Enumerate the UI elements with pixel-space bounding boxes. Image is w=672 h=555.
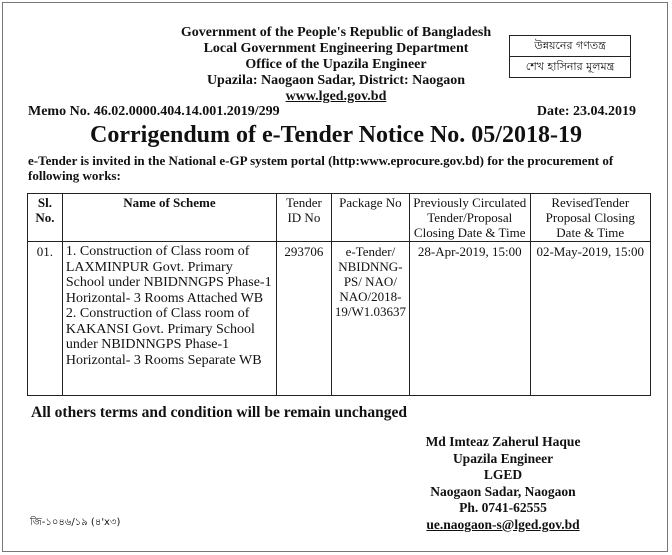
signatory-phone: Ph. 0741-62555 — [459, 500, 547, 515]
col-header-sl: Sl. No. — [28, 194, 63, 242]
terms-note: All others terms and condition will be remain unchanged — [31, 404, 408, 421]
signatory-designation: Upazila Engineer — [452, 450, 554, 466]
signatory-org: LGED — [483, 467, 523, 482]
notice-title: Corrigendum of e-Tender Notice No. 05/2018-19 — [90, 122, 582, 148]
col-header-package: Package No — [331, 194, 409, 242]
scheme-line: LAXMINPUR Govt. Primary — [65, 259, 233, 275]
scheme-line: 2. Construction of Class room of — [65, 306, 250, 321]
cell-sl: 01. — [28, 242, 63, 396]
signatory-location: Naogaon Sadar, Naogaon — [430, 483, 576, 499]
table-header-row — [28, 194, 651, 242]
signatory-email-link[interactable]: ue.naogaon-s@lged.gov.bd — [426, 516, 580, 532]
cell-scheme — [62, 242, 276, 396]
header-department: Local Government Engineering Department — [203, 41, 469, 56]
scheme-line: School under NBIDNNGPS Phase-1 — [65, 275, 272, 290]
memo-number: Memo No. 46.02.0000.404.14.001.2019/299 — [28, 104, 280, 119]
header-government: Government of the People's Republic of Bangladesh — [180, 25, 492, 40]
table-row — [28, 242, 651, 396]
cell-previous-date: 28-Apr-2019, 15:00 — [409, 242, 530, 396]
col-header-tender-id: Tender ID No — [276, 194, 331, 242]
scheme-line: Horizontal- 3 Rooms Attached WB — [65, 290, 264, 306]
reference-code: জি-১০৪৬/১৯ (৪'x৩) — [30, 517, 121, 528]
memo-date: Date: 23.04.2019 — [536, 104, 636, 119]
cell-package: e-Tender/ NBIDNNG-PS/ NAO/ NAO/2018-19/W1.03637 — [331, 242, 409, 396]
cell-revised-date: 02-May-2019, 15:00 — [530, 242, 650, 396]
slogan-line-2: শেখ হাসিনার মূলমন্ত্র — [525, 60, 615, 73]
scheme-line: KAKANSI Govt. Primary School — [65, 321, 255, 337]
scheme-line: 1. Construction of Class room of — [65, 244, 250, 259]
works-table — [27, 193, 651, 396]
cell-tender-id: 293706 — [276, 242, 331, 396]
slogan-line-1: উন্নয়নের গণতন্ত্র — [534, 39, 606, 52]
col-header-scheme: Name of Scheme — [62, 194, 276, 242]
header-website-link[interactable]: www.lged.gov.bd — [285, 89, 387, 104]
header-office: Office of the Upazila Engineer — [245, 57, 427, 72]
signatory-name: Md Imteaz Zaherul Haque — [425, 434, 581, 449]
scheme-line: under NBIDNNGPS Phase-1 — [65, 337, 230, 352]
col-header-revised: RevisedTender Proposal Closing Date & Time — [530, 194, 650, 242]
scheme-line: Horizontal- 3 Rooms Separate WB — [65, 352, 262, 368]
col-header-previous: Previously Circulated Tender/Proposal Closing Date & Time — [409, 194, 530, 242]
slogan-box — [509, 35, 631, 78]
header-address: Upazila: Naogaon Sadar, District: Naogaon — [206, 73, 466, 88]
signature-block — [383, 434, 623, 533]
intro-text: e-Tender is invited in the National e-GP system portal (http:www.eprocure.gov.bd) for the procurement of following works: — [28, 153, 614, 183]
